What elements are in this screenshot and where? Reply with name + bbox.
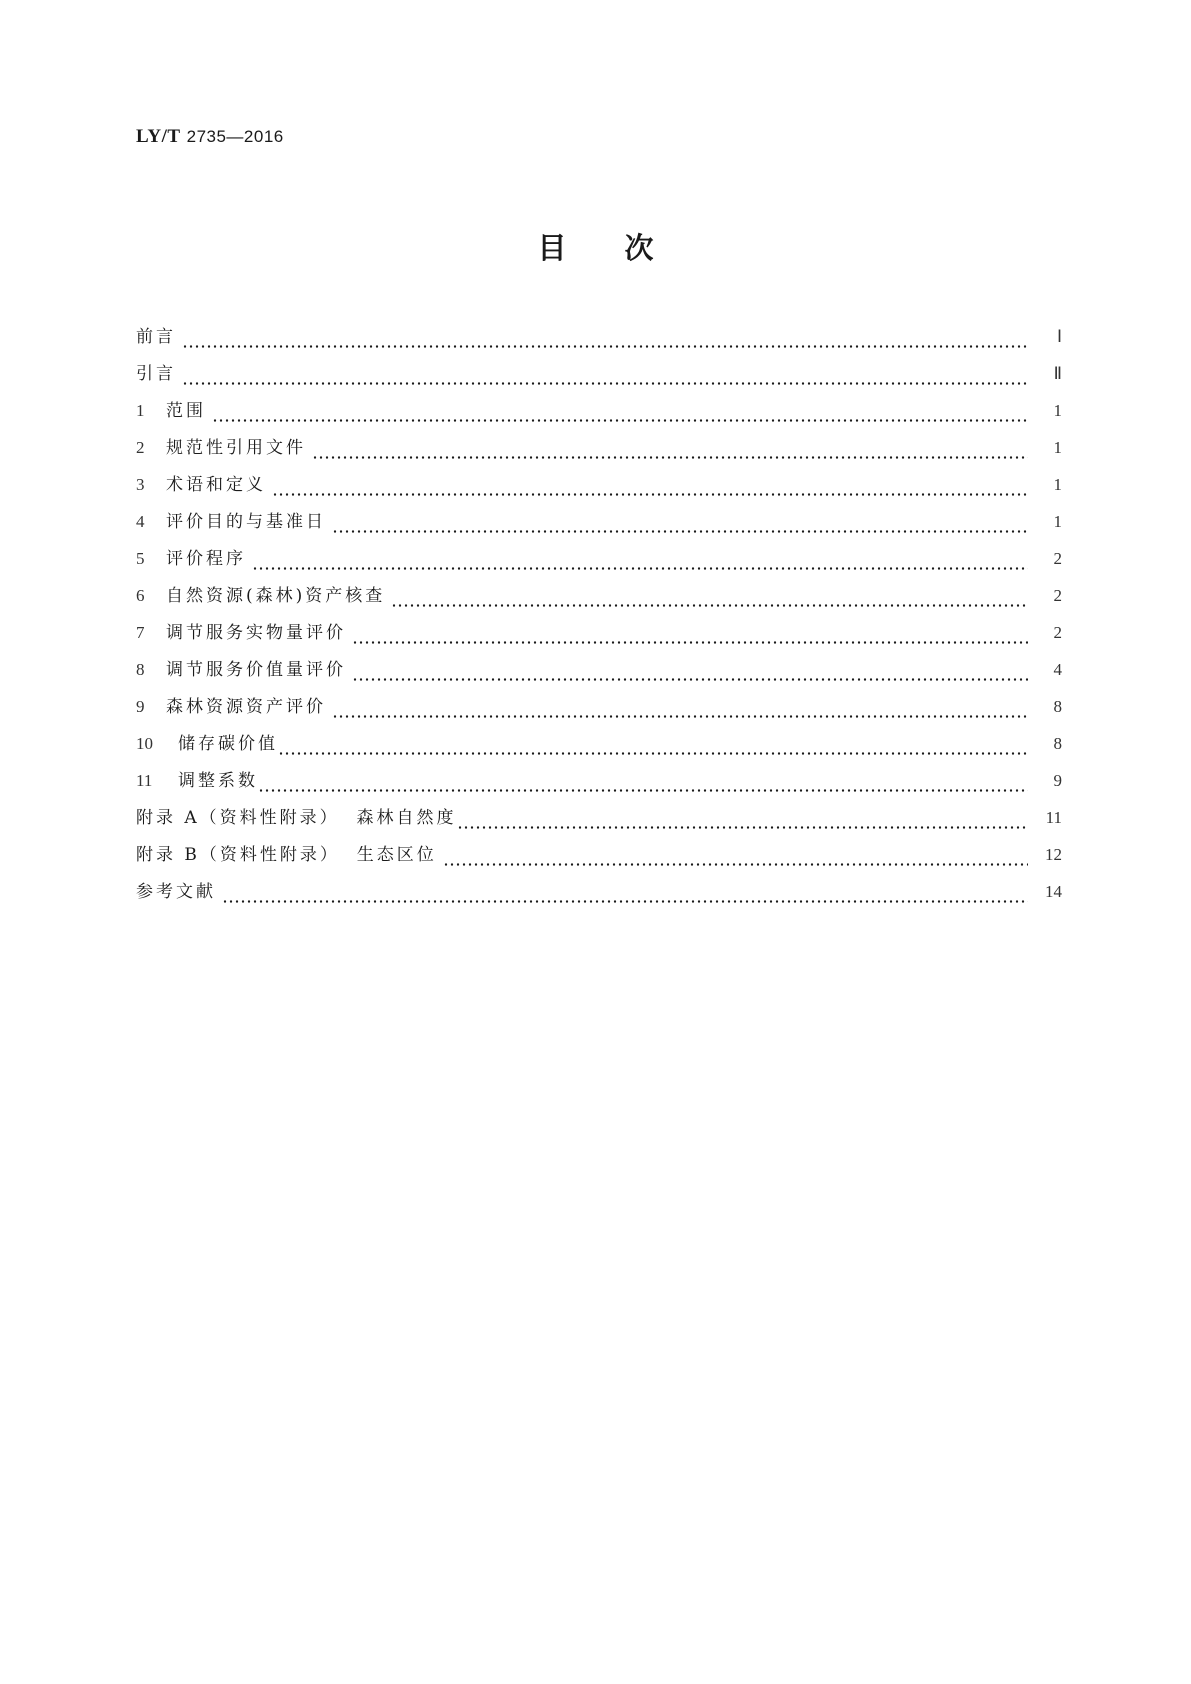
toc-entry-number: 7 bbox=[136, 623, 145, 642]
dot-leader bbox=[272, 493, 1028, 496]
toc-entry-page: 2 bbox=[1053, 623, 1062, 642]
toc-entry-label: 附录 A（资料性附录） 森林自然度 bbox=[136, 808, 457, 828]
toc-entry-foreword[interactable] bbox=[136, 326, 1062, 363]
toc-title-char-2: 次 bbox=[624, 231, 654, 265]
dot-leader bbox=[332, 715, 1028, 718]
toc-entry-label: 自然资源(森林)资产核查 bbox=[166, 586, 386, 606]
toc-entry-number: 2 bbox=[136, 438, 145, 457]
standard-code: LY/T bbox=[136, 126, 181, 147]
toc-entry-page: 2 bbox=[1053, 549, 1062, 568]
toc-entry-label: 评价程序 bbox=[166, 549, 246, 569]
toc-entry-10[interactable] bbox=[136, 733, 1062, 770]
toc-entry-page: 1 bbox=[1053, 438, 1062, 457]
toc-entry-label: 引言 bbox=[136, 364, 176, 384]
toc-entry-3[interactable] bbox=[136, 474, 1062, 511]
toc-entry-appendix-a[interactable] bbox=[136, 807, 1062, 844]
toc-entry-page: 9 bbox=[1053, 771, 1062, 790]
toc-entry-2[interactable] bbox=[136, 437, 1062, 474]
toc-entry-number: 5 bbox=[136, 549, 145, 568]
toc-entry-11[interactable] bbox=[136, 770, 1062, 807]
dot-leader bbox=[443, 863, 1028, 866]
toc-entry-number: 10 bbox=[136, 734, 153, 753]
toc-entry-page: 2 bbox=[1053, 586, 1062, 605]
toc-entry-references[interactable] bbox=[136, 881, 1062, 918]
toc-entry-number: 9 bbox=[136, 697, 145, 716]
dot-leader bbox=[222, 900, 1028, 903]
dot-leader bbox=[391, 604, 1028, 607]
toc-entry-label: 术语和定义 bbox=[166, 475, 266, 495]
toc-entry-page: 11 bbox=[1045, 808, 1062, 827]
table-of-contents bbox=[136, 326, 1062, 918]
toc-entry-page: 4 bbox=[1053, 660, 1062, 679]
toc-entry-label: 附录 B（资料性附录） 生态区位 bbox=[136, 845, 437, 865]
toc-entry-number: 11 bbox=[136, 771, 153, 790]
dot-leader bbox=[212, 419, 1028, 422]
toc-entry-label: 前言 bbox=[136, 327, 176, 347]
toc-entry-4[interactable] bbox=[136, 511, 1062, 548]
toc-entry-label: 规范性引用文件 bbox=[166, 438, 306, 458]
dot-leader bbox=[457, 826, 1029, 829]
toc-entry-page: Ⅱ bbox=[1053, 364, 1062, 383]
dot-leader bbox=[332, 530, 1028, 533]
toc-entry-8[interactable] bbox=[136, 659, 1062, 696]
dot-leader bbox=[182, 345, 1028, 348]
toc-entry-introduction[interactable] bbox=[136, 363, 1062, 400]
toc-entry-5[interactable] bbox=[136, 548, 1062, 585]
dot-leader bbox=[252, 567, 1028, 570]
toc-entry-page: 1 bbox=[1053, 512, 1062, 531]
dot-leader bbox=[352, 641, 1028, 644]
page-header bbox=[136, 126, 284, 148]
toc-entry-label: 调整系数 bbox=[178, 771, 258, 791]
toc-entry-number: 1 bbox=[136, 401, 145, 420]
toc-entry-label: 评价目的与基准日 bbox=[166, 512, 326, 532]
toc-entry-label: 调节服务实物量评价 bbox=[166, 623, 346, 643]
toc-title-char-1: 目 bbox=[537, 231, 567, 265]
toc-entry-page: 8 bbox=[1053, 734, 1062, 753]
standard-number: 2735—2016 bbox=[186, 127, 284, 146]
toc-entry-label: 范围 bbox=[166, 401, 206, 421]
toc-entry-label: 调节服务价值量评价 bbox=[166, 660, 346, 680]
toc-entry-number: 4 bbox=[136, 512, 145, 531]
toc-entry-number: 8 bbox=[136, 660, 145, 679]
dot-leader bbox=[312, 456, 1028, 459]
toc-entry-page: 8 bbox=[1053, 697, 1062, 716]
toc-entry-page: 1 bbox=[1053, 475, 1062, 494]
dot-leader bbox=[258, 789, 1028, 792]
toc-entry-number: 6 bbox=[136, 586, 145, 605]
toc-entry-1[interactable] bbox=[136, 400, 1062, 437]
toc-entry-number: 3 bbox=[136, 475, 145, 494]
toc-entry-6[interactable] bbox=[136, 585, 1062, 622]
toc-entry-page: 12 bbox=[1045, 845, 1062, 864]
toc-entry-9[interactable] bbox=[136, 696, 1062, 733]
toc-entry-label: 储存碳价值 bbox=[178, 734, 278, 754]
toc-entry-label: 森林资源资产评价 bbox=[166, 697, 326, 717]
toc-entry-7[interactable] bbox=[136, 622, 1062, 659]
dot-leader bbox=[182, 382, 1028, 385]
toc-entry-appendix-b[interactable] bbox=[136, 844, 1062, 881]
toc-entry-label: 参考文献 bbox=[136, 882, 216, 902]
dot-leader bbox=[352, 678, 1028, 681]
toc-title bbox=[0, 226, 1191, 267]
toc-entry-page: 14 bbox=[1045, 882, 1062, 901]
toc-entry-page: 1 bbox=[1053, 401, 1062, 420]
dot-leader bbox=[278, 752, 1028, 755]
toc-entry-page: Ⅰ bbox=[1056, 327, 1062, 346]
